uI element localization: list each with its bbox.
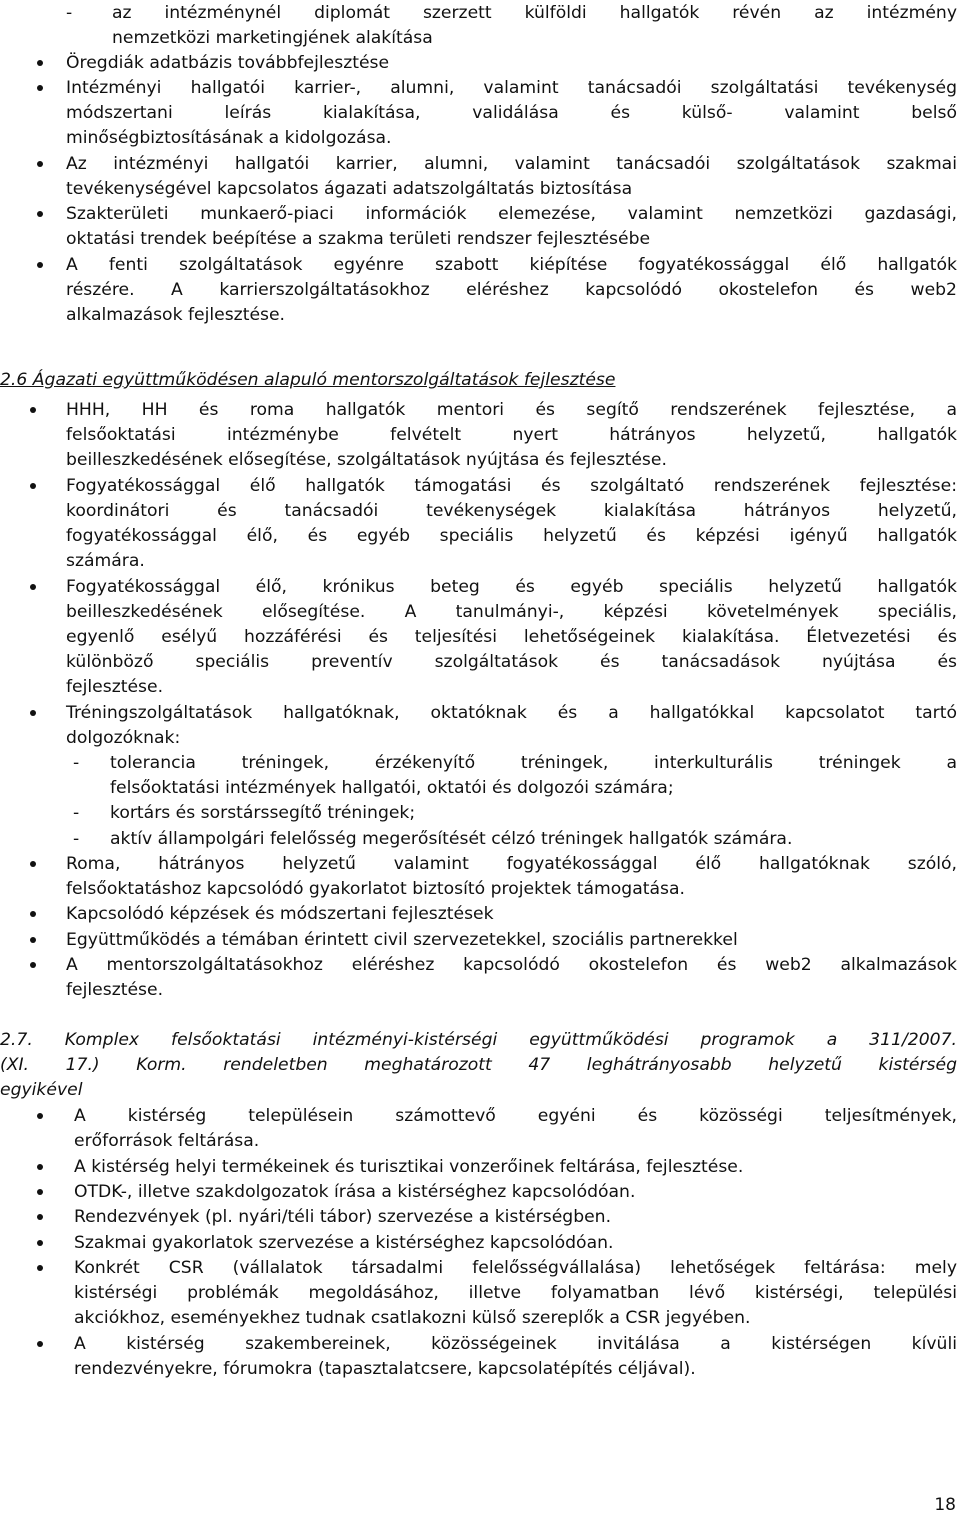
bullet-icon	[30, 710, 36, 716]
page-number: 18	[934, 1494, 956, 1515]
list-item-line: Intézményi hallgatói karrier-, alumni, valamint tanácsadói szolgáltatási tevékenység	[66, 78, 957, 98]
list-item-line: felsőoktatási intézmények hallgatói, oktatói és dolgozói számára;	[110, 778, 674, 798]
list-item-line: felsőoktatási intézménybe felvételt nyert hátrányos helyzetű, hallgatók	[66, 425, 957, 445]
bullet-icon	[37, 1189, 43, 1195]
list-item-line: A mentorszolgáltatásokhoz eléréshez kapcsolódó okostelefon és web2 alkalmazások	[66, 955, 957, 975]
bullet-icon	[37, 1164, 43, 1170]
dash-marker: -	[73, 753, 80, 773]
bullet-icon	[30, 483, 36, 489]
list-item-line: rendezvényekre, fórumokra (tapasztalatcsere, kapcsolatépítés céljával).	[74, 1359, 696, 1379]
list-item-line: beilleszkedésének elősegítése, szolgáltatások nyújtása és fejlesztése.	[66, 450, 667, 470]
list-item-line: Konkrét CSR (vállalatok társadalmi felelősségvállalása) lehetőségek feltárása: mely	[74, 1258, 957, 1278]
list-item-line: tevékenységével kapcsolatos ágazati adatszolgáltatás biztosítása	[66, 179, 633, 199]
list-item-line: részére. A karrierszolgáltatásokhoz eléréshez kapcsolódó okostelefon és web2	[66, 280, 957, 300]
section-heading-2-7-line: (XI. 17.) Korm. rendeletben meghatározott 47 leghátrányosabb helyzetű kistérség	[0, 1055, 957, 1075]
bullet-icon	[30, 911, 36, 917]
list-item-line: Fogyatékossággal élő hallgatók támogatási és szolgáltató rendszerének fejlesztése:	[66, 476, 957, 496]
list-item-line: A kistérség szakembereinek, közösségeinek invitálása a kistérségen kívüli	[74, 1334, 957, 1354]
bullet-icon	[37, 161, 43, 167]
list-item-line: felsőoktatáshoz kapcsolódó gyakorlatot biztosító projektek támogatása.	[66, 879, 685, 899]
list-item-line: dolgozóknak:	[66, 728, 181, 748]
list-item-line: Együttműködés a témában érintett civil szervezetekkel, szociális partnerekkel	[66, 930, 738, 950]
list-item-line: tolerancia tréningek, érzékenyítő tréningek, interkulturális tréningek a	[110, 753, 957, 773]
list-item-line: A fenti szolgáltatások egyénre szabott kiépítése fogyatékossággal élő hallgatók	[66, 255, 957, 275]
dash-marker: -	[73, 829, 80, 849]
list-item-line: módszertani leírás kialakítása, validálása és külső- valamint belső	[66, 103, 957, 123]
bullet-icon	[37, 1240, 43, 1246]
dash-marker: -	[73, 803, 80, 823]
list-item-line: kistérségi problémák megoldásához, illetve folyamatban lévő kistérségi, települési	[74, 1283, 957, 1303]
list-item-line: Tréningszolgáltatások hallgatóknak, oktatóknak és a hallgatókkal kapcsolatot tartó	[66, 703, 957, 723]
bullet-icon	[37, 1341, 43, 1347]
bullet-icon	[37, 60, 43, 66]
section-heading-2-7-line: 2.7. Komplex felsőoktatási intézményi-kistérségi együttműködési programok a 311/2007.	[0, 1030, 957, 1050]
bullet-icon	[37, 85, 43, 91]
bullet-icon	[37, 262, 43, 268]
bullet-icon	[30, 962, 36, 968]
list-item-line: Szakmai gyakorlatok szervezése a kistérséghez kapcsolódóan.	[74, 1233, 614, 1253]
list-item-line: HHH, HH és roma hallgatók mentori és segítő rendszerének fejlesztése, a	[66, 400, 957, 420]
bullet-icon	[30, 937, 36, 943]
list-item-line: alkalmazások fejlesztése.	[66, 305, 286, 325]
list-item-line: A kistérség helyi termékeinek és turisztikai vonzerőinek feltárása, fejlesztése.	[74, 1157, 744, 1177]
list-item-line: erőforrások feltárása.	[74, 1131, 260, 1151]
bullet-icon	[30, 861, 36, 867]
bullet-icon	[30, 407, 36, 413]
list-item-line: nemzetközi marketingjének alakítása	[112, 28, 433, 48]
list-item-line: akciókhoz, eseményekhez tudnak csatlakozni külső szereplők a CSR jegyében.	[74, 1308, 751, 1328]
list-item-line: Fogyatékossággal élő, krónikus beteg és egyéb speciális helyzetű hallgatók	[66, 577, 957, 597]
list-item-line: oktatási trendek beépítése a szakma területi rendszer fejlesztésébe	[66, 229, 651, 249]
section-heading-2-6: 2.6 Ágazati együttműködésen alapuló mentorszolgáltatások fejlesztése	[0, 370, 616, 390]
bullet-icon	[37, 1113, 43, 1119]
list-item-line: Az intézményi hallgatói karrier, alumni, valamint tanácsadói szolgáltatások szakmai	[66, 154, 957, 174]
section-heading-2-7-line: egyikével	[0, 1080, 83, 1100]
list-item-line: fejlesztése.	[66, 980, 164, 1000]
list-item-line: Kapcsolódó képzések és módszertani fejlesztések	[66, 904, 494, 924]
bullet-icon	[37, 1214, 43, 1220]
list-item-line: kortárs és sorstárssegítő tréningek;	[110, 803, 416, 823]
list-item-line: az intézménynél diplomát szerzett külföldi hallgatók révén az intézmény	[112, 3, 957, 23]
bullet-icon	[30, 584, 36, 590]
list-item-line: A kistérség településein számottevő egyéni és közösségi teljesítmények,	[74, 1106, 957, 1126]
list-item-line: fejlesztése.	[66, 677, 164, 697]
list-item-line: Roma, hátrányos helyzetű valamint fogyatékossággal élő hallgatóknak szóló,	[66, 854, 957, 874]
bullet-icon	[37, 211, 43, 217]
list-item-line: egyenlő esélyű hozzáférési és teljesítési lehetőségeinek kialakítása. Életvezetési és	[66, 627, 957, 647]
list-item-line: Öregdiák adatbázis továbbfejlesztése	[66, 53, 390, 73]
list-item-line: különböző speciális preventív szolgáltatások és tanácsadások nyújtása és	[66, 652, 957, 672]
list-item-line: OTDK-, illetve szakdolgozatok írása a kistérséghez kapcsolódóan.	[74, 1182, 636, 1202]
list-item-line: Szakterületi munkaerő-piaci információk elemezése, valamint nemzetközi gazdasági,	[66, 204, 957, 224]
list-item-line: koordinátori és tanácsadói tevékenységek kialakítása hátrányos helyzetű,	[66, 501, 957, 521]
list-item-line: fogyatékossággal élő, és egyéb speciális helyzetű és képzési igényű hallgatók	[66, 526, 957, 546]
bullet-icon	[37, 1265, 43, 1271]
list-item-line: aktív állampolgári felelősség megerősítését célzó tréningek hallgatók számára.	[110, 829, 793, 849]
list-item-line: Rendezvények (pl. nyári/téli tábor) szervezése a kistérségben.	[74, 1207, 612, 1227]
list-item-line: minőségbiztosításának a kidolgozása.	[66, 128, 392, 148]
dash-marker: -	[66, 3, 73, 23]
list-item-line: számára.	[66, 551, 145, 571]
list-item-line: beilleszkedésének elősegítése. A tanulmányi-, képzési követelmények speciális,	[66, 602, 957, 622]
